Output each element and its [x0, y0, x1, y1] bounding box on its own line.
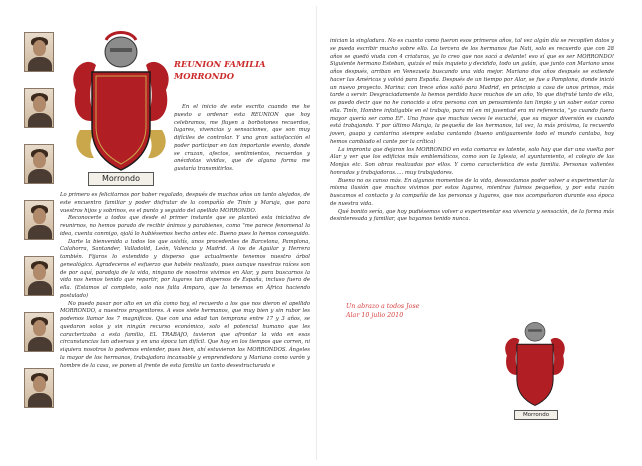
intro-paragraph: En el inicio de este escrito cuando me he puesto a ordenar esta REUNION que hoy celebramos, me fluyen a borbotones recuerdos, lugares, vivencias y sensaciones, que son muy difíciles de controlar. Y una gran satisfacción el poder participar en tan importante evento, donde se cruzan, afectos, sentimientos, recuerdos y anécdotas vividas, que de alguna forma me gustaría transmitirlos.: [174, 104, 310, 172]
small-coat-of-arms: [500, 318, 570, 418]
signoff-date: Alar 10 julio 2010: [346, 312, 404, 319]
body-paragraph: Darte la bienvenida a todos los que asistís, unos procedentes de Barcelona, Pamplona, Calahorra, Santander, Valladolid, León, Valencia y Madrid. A los de Aguilar y Herrera también. Fijaros lo extendido y disperso que actualmente tenemos nuestro árbol genealógico. Agradeceros el esfuerzo que habéis realizado, pues aunque nuestras raíces son de por aquí, paradoja de la vida, ninguno de nosotros vivimos en Alar, y para buscarnos la vida nos hemos tenido que repartir, por lugares tan dispersos de España, incluso fuera de ella. (Estamos al completo, solo nos falta Amparo, que la tenemos en África haciendo postulado): [60, 238, 310, 299]
body-paragraph: Qué bonito sería, que hoy pudiésemos volver a experimentar esa vivencia y sensación, de la forma más desinteresada y familiar, que hayamos tenido nunca.: [330, 208, 614, 223]
family-portrait-photo: [24, 256, 54, 296]
body-paragraph: Reconocerte a todos que desde el primer instante que se planteó esta iniciativa de reunirnos, no hemos parado de recibir ánimos y parabienes, como "me parece fenomenal la idea, cuenta conmigo, ojalá lo hubiésemos hecho antes etc. Bueno pues lo hemos conseguido.: [60, 215, 310, 237]
family-portrait-photo: [24, 312, 54, 352]
body-paragraph: La impronta que dejaron los MORRONDO en esta comarca es latente, solo hay que dar una vuelta por Alar y ver que los edificios más emblemáticos, como son la Iglesia, el ayuntamiento, el colegio de las Monjas etc. Son obras realizadas por ellos. Y como característica de esta familia. Personas valientes honradas y trabajadoras..... muy trabajadores.: [330, 146, 614, 176]
letter-body-right: [330, 38, 614, 224]
coat-of-arms-emblem: [66, 30, 176, 190]
family-portrait-photo: [24, 368, 54, 408]
crest-name-label: Morrondo: [88, 172, 154, 186]
family-portrait-photo: [24, 144, 54, 184]
small-crest-name-label: Morrondo: [514, 410, 558, 420]
heading-line-2: MORRONDO: [174, 71, 234, 81]
family-portrait-photo: [24, 88, 54, 128]
small-coat-of-arms-emblem: [500, 318, 570, 418]
family-portrait-photo: [24, 200, 54, 240]
heading-line-1: REUNION FAMILIA: [174, 59, 266, 69]
body-paragraph: Lo primero es felicitarnos por haber regalado, después de muchos años un tanto alejados, de este encuentro familiar y poder disfrutar de la compañía de Tinín y Maruja, que para vuestros hijos y sobrinos, es el punto y seguido del apellido MORRONDO.: [60, 192, 310, 214]
coat-of-arms: [66, 30, 176, 190]
signoff-greeting: Un abrazo a todos Jose: [346, 303, 420, 310]
body-paragraph: Bueno no os canso más. En algunos momentos de la vida, deseaxtamos poder volver a experimentar la misma ilusión que muchos vivimos por estos lugares, mientras fuimos pequeños, y por esta razón buscamos el contacto y la compañía de las personas y lugares, que nos acompañaron durante esa época de nuestra vida.: [330, 177, 614, 207]
family-portrait-photo: [24, 32, 54, 72]
letter-body-left: [60, 192, 310, 370]
signoff: [346, 302, 466, 320]
page-fold-divider: [316, 6, 317, 460]
body-paragraph: inician la singladura. No es cuanto como fueron esos primeros años, tal vez algún día se recopilen datos y se pueda escribir mucho sobre ello. La tercera de los hermanos fue Nati, solo es recuerdo que con 28 años se quedó viuda con 4 criaturas, ya lo creo que nos sacó a delante! eso sí que es ser MORRONDO! Siguiente hermano Esteban, quizás el más inquieto y decidido, todo un galán, que junto con Mariano unos años después, arriban en Venezuela buscando una vida mejor. Mariano dos años después se extiende hacer las Américas y volvió para España. Después de un tiempo por Alar, se fue a Pamplona, donde inició un nuevo proyecto. Marina: con trece años salió para Madrid, en principio a casa de unos primos, más tarde a servir. Desgraciadamente la hemos perdido hace muchos de un año, Yo que disfruté tanto de ella, os puedo decir que no he conocido a otra persona con un pensamiento tan limpio y un saber estar como ella. Tinín, Hombre infatigable en el trabajo, para mí en mi juventud era mi referencia, "yo cuando fuera mayor quería ser como El". Una frase que muchas veces le escuché, que su mayor diversión es cuando está trabajando. Y por último Maruja, la pequeña de los hermanos, tal vez, la más próxima, la recuerdo joven, guapa y cantarina siempre estaba cantando (bueno antiguamente todo el mundo cantaba, hoy hemos cambiado el cante por la crítica): [330, 38, 614, 145]
reunion-heading: [174, 58, 304, 82]
body-paragraph: No puedo pasar por alto en un día como hoy, el recuerdo a los que nos dieron el apellido MORRONDO, a nuestros progenitores. A esos siete hermanos, que muy bien y sin rubor les podemos llamar los 7 magníficos. Que con una edad tan temprana entre 17 y 3 años, se quedaron solos y sin ningún recurso económico, solo el potencial humano que les caracterizaba a esta familia, EL TRABAJO, tuvieron que afrontar la vida en esas circunstancias tan adversas y en una época tan difícil. Que hoy en los tiempos que corren, ni siquiera nosotros lo podemos entender, pues bien, ahí estuvieron los MORRONDOS. Ángeles la mayor de los hermanos, trabajadora incansable y emprendedora y Mariano como varón y hombre de la casa, se ponen al frente de esta familia un tanto desestructurada e: [60, 300, 310, 369]
